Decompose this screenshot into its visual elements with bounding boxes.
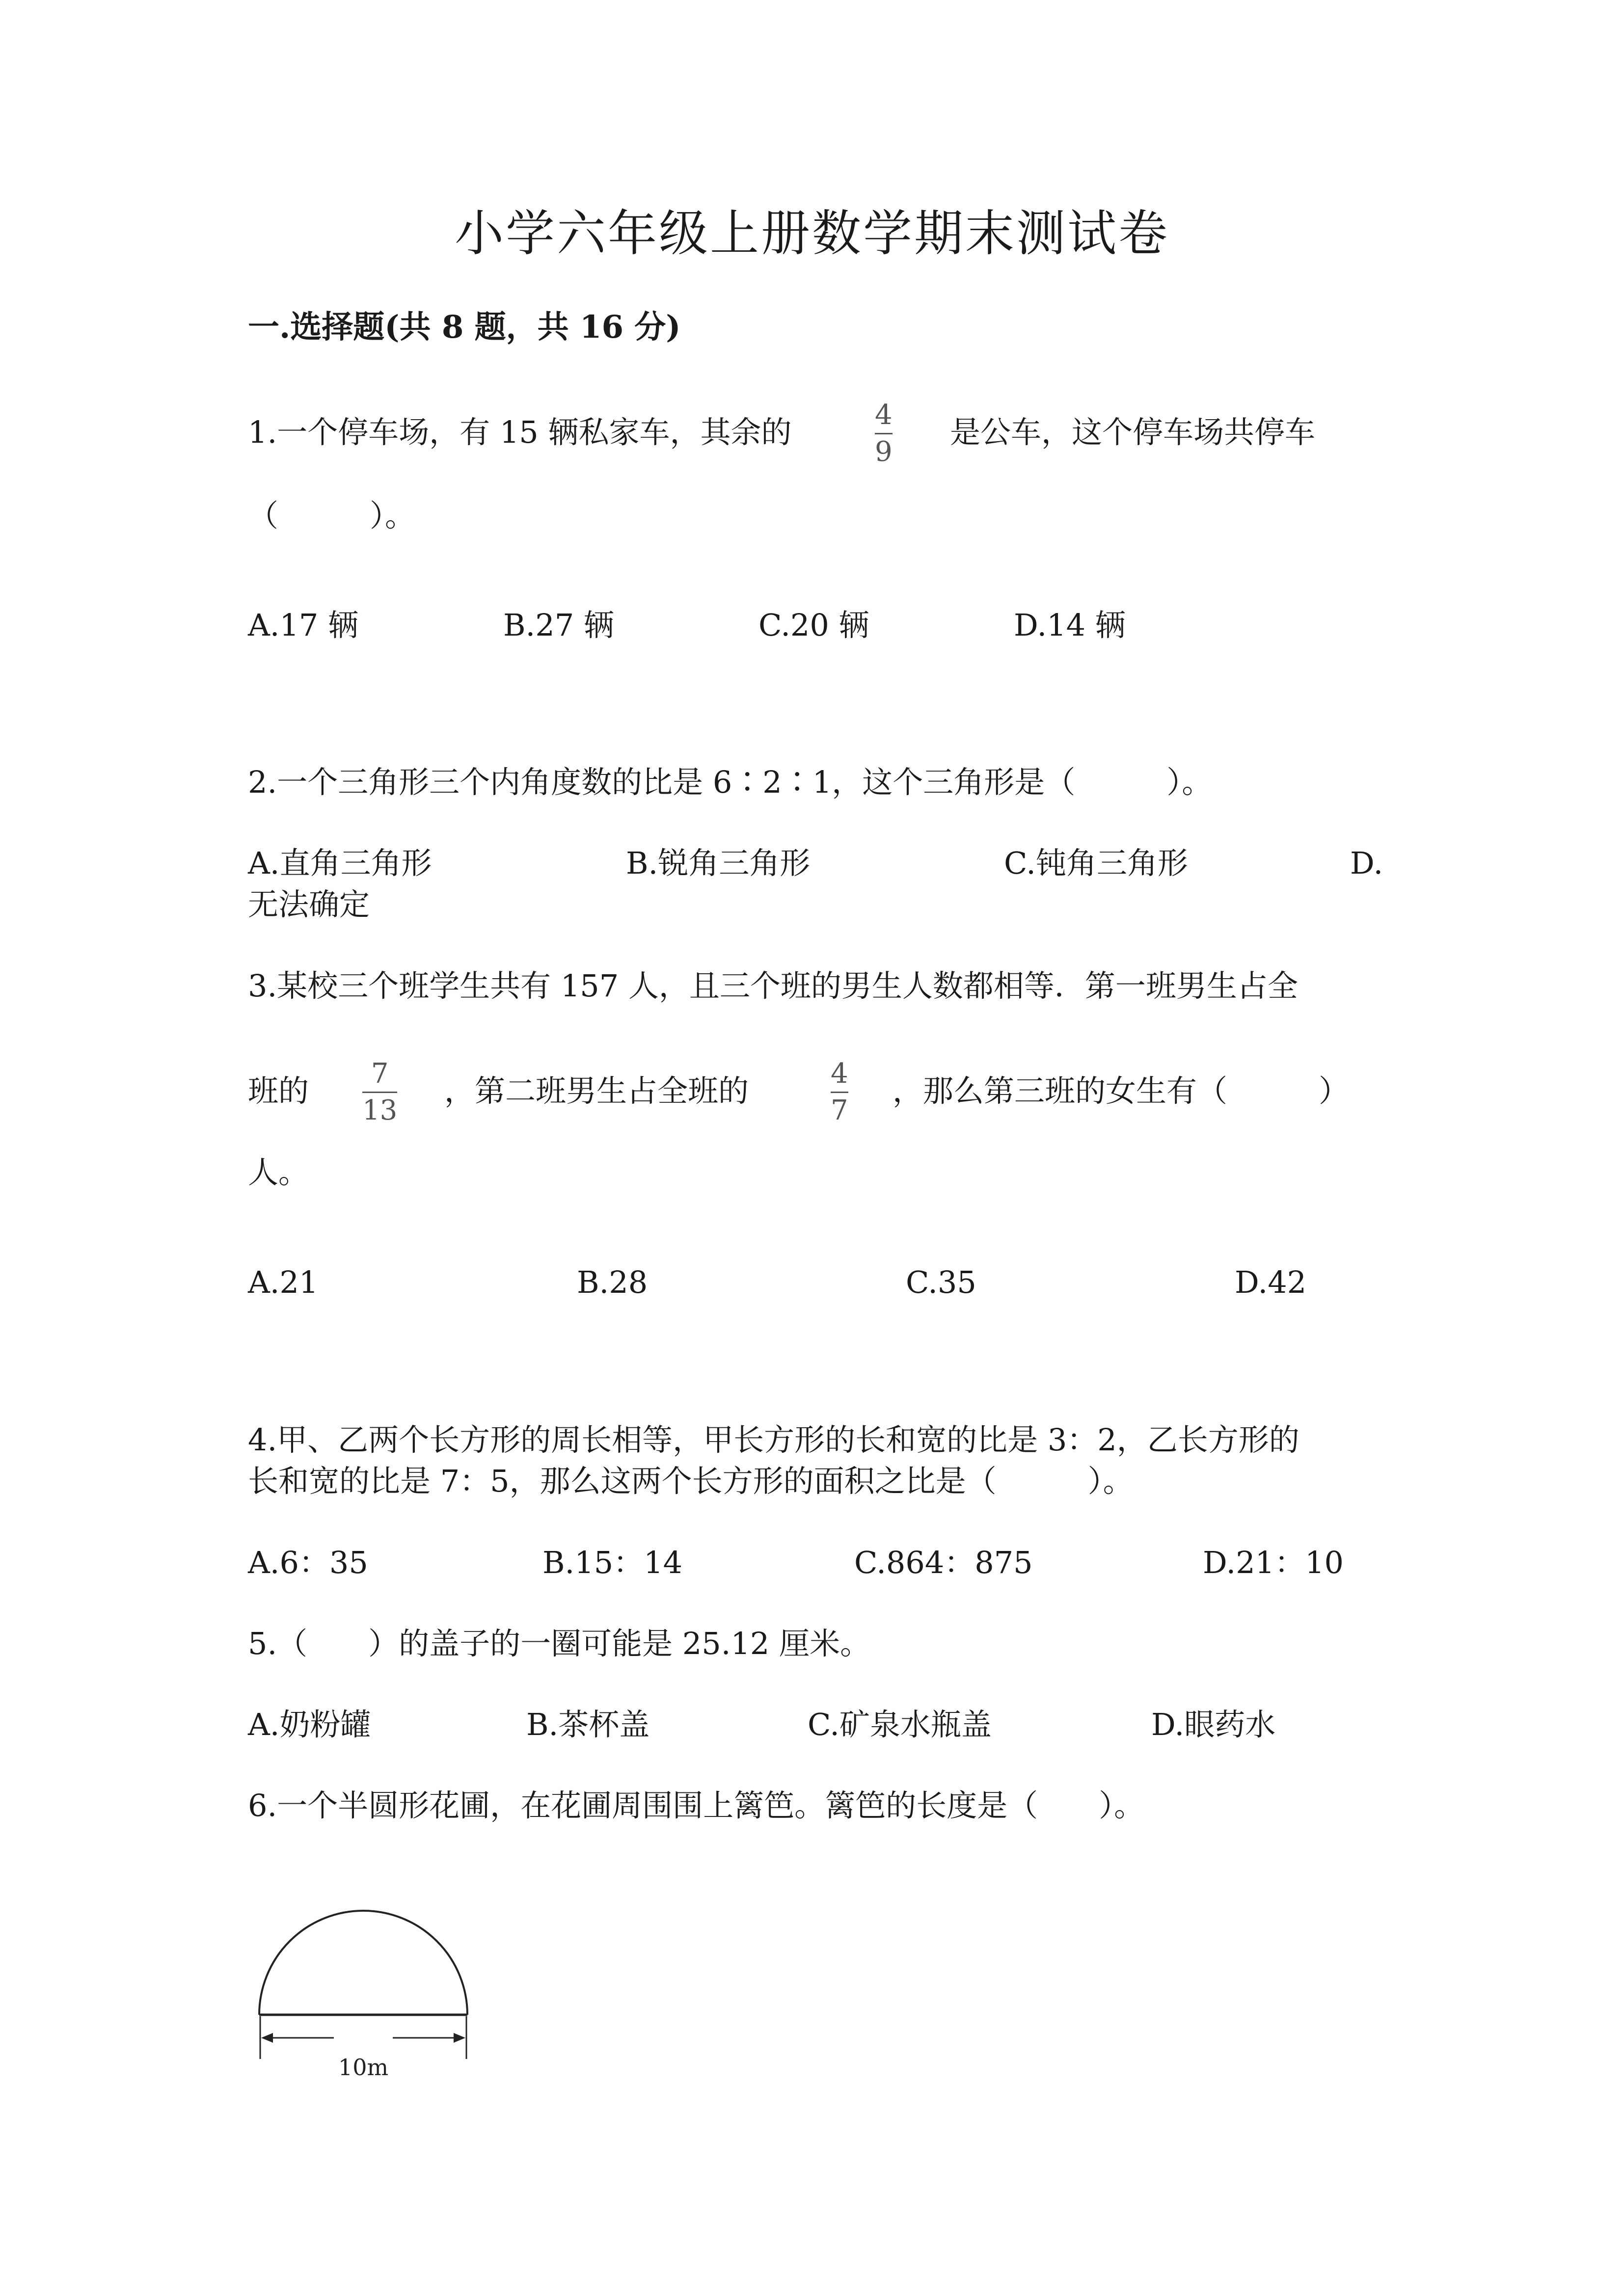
q4-option-c[interactable]: C.864：875 (854, 1545, 1033, 1580)
q1-option-a[interactable]: A.17 辆 (248, 607, 359, 643)
q1-stem-part2: 是公车，这个停车场共停车 (950, 414, 1316, 450)
q5-stem: 5.（ ）的盖子的一圈可能是 25.12 厘米。 (248, 1626, 871, 1661)
q3-stem-part2: 班的 (248, 1073, 309, 1109)
q1-option-c[interactable]: C.20 辆 (758, 607, 869, 643)
q2-option-c[interactable]: C.钝角三角形 (1004, 845, 1188, 881)
q4-option-a[interactable]: A.6：35 (248, 1545, 368, 1580)
q3-option-b[interactable]: B.28 (577, 1264, 648, 1300)
q3-stem-part1: 3.某校三个班学生共有 157 人，且三个班的男生人数都相等．第一班男生占全 (248, 968, 1298, 1004)
dimension-label-mask (334, 2031, 393, 2044)
q3-option-c[interactable]: C.35 (906, 1264, 976, 1300)
q3-fraction-2-denominator: 7 (831, 1095, 848, 1126)
q3-fraction-2-numerator: 4 (831, 1058, 848, 1090)
q6-stem: 6.一个半圆形花圃，在花圃周围围上篱笆。篱笆的长度是（ ）。 (248, 1788, 1145, 1823)
semicircle-arc (259, 1911, 467, 2015)
q3-fraction-1 (362, 1060, 397, 1124)
dimension-label: 10m (338, 2054, 389, 2081)
q2-option-b[interactable]: B.锐角三角形 (626, 845, 811, 881)
dimension-arrow-right-icon (454, 2033, 465, 2043)
q4-option-b[interactable]: B.15：14 (542, 1545, 683, 1580)
q3-fraction-1-numerator: 7 (371, 1058, 389, 1090)
q1-fraction-bar (875, 433, 893, 434)
q5-option-c[interactable]: C.矿泉水瓶盖 (808, 1707, 992, 1742)
q3-fraction-1-denominator: 13 (362, 1095, 398, 1126)
q4-option-d[interactable]: D.21：10 (1203, 1545, 1344, 1580)
q2-stem: 2.一个三角形三个内角度数的比是 6∶2∶1，这个三角形是（ ）。 (248, 764, 1213, 800)
q1-stem-part3: （ ）。 (248, 498, 416, 534)
q1-stem-part1: 1.一个停车场，有 15 辆私家车，其余的 (248, 414, 792, 450)
q3-stem-part4: ，那么第三班的女生有（ ） (893, 1073, 1350, 1109)
q3-option-a[interactable]: A.21 (248, 1264, 319, 1300)
semicircle-garden-figure (245, 1899, 481, 2086)
q5-option-a[interactable]: A.奶粉罐 (248, 1707, 371, 1742)
q1-fraction-numerator: 4 (875, 399, 893, 431)
section-heading: 一.选择题(共 8 题，共 16 分) (248, 309, 681, 346)
q3-option-d[interactable]: D.42 (1235, 1264, 1307, 1300)
q1-fraction-denominator: 9 (875, 436, 893, 468)
q3-fraction-1-bar (362, 1092, 397, 1093)
q5-option-d[interactable]: D.眼药水 (1151, 1707, 1276, 1742)
q1-option-b[interactable]: B.27 辆 (503, 607, 614, 643)
page-title: 小学六年级上册数学期末测试卷 (455, 205, 1169, 262)
q4-stem-part1: 4.甲、乙两个长方形的周长相等，甲长方形的长和宽的比是 3：2，乙长方形的 (248, 1422, 1299, 1458)
q3-fraction-2 (831, 1060, 848, 1124)
q2-option-a[interactable]: A.直角三角形 (248, 845, 432, 881)
q3-fraction-2-bar (831, 1092, 848, 1093)
q3-stem-part3: ，第二班男生占全班的 (444, 1073, 749, 1109)
q1-fraction (875, 401, 893, 466)
q1-option-d[interactable]: D.14 辆 (1014, 607, 1126, 643)
q3-stem-part5: 人。 (248, 1154, 309, 1190)
q5-option-b[interactable]: B.茶杯盖 (526, 1707, 650, 1742)
q2-option-d[interactable]: D. (1350, 845, 1383, 881)
q2-option-d-continued: 无法确定 (248, 886, 370, 922)
dimension-arrow-left-icon (261, 2033, 273, 2043)
q4-stem-part2: 长和宽的比是 7：5，那么这两个长方形的面积之比是（ ）。 (248, 1463, 1134, 1499)
